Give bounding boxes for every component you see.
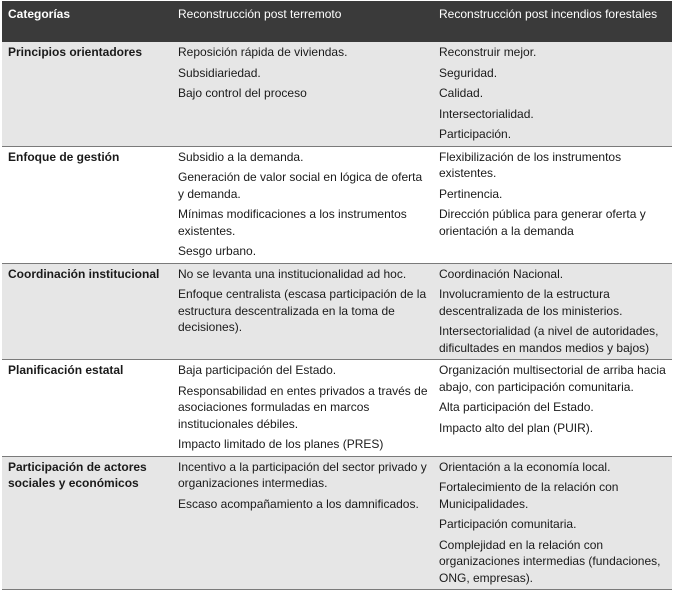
- row-category: Planificación estatal: [2, 360, 172, 457]
- header-categorias: Categorías: [2, 1, 172, 42]
- row-category: Principios orientadores: [2, 42, 172, 146]
- list-item: Subsidio a la demanda.: [178, 149, 304, 164]
- comparison-table: [2, 1, 672, 590]
- table-row: [2, 146, 672, 263]
- table-body: [2, 42, 672, 590]
- incendios-cell: [433, 456, 672, 590]
- list-item: Calidad.: [439, 86, 484, 100]
- incendios-cell: [433, 42, 672, 146]
- list-item: Bajo control del proceso: [178, 86, 307, 100]
- terremoto-cell: [172, 146, 433, 263]
- list-item: Organización multisectorial de arriba hacia abajo, con participación comunitaria.: [439, 363, 666, 394]
- table-row: [2, 42, 672, 146]
- header-terremoto: Reconstrucción post terremoto: [172, 1, 433, 42]
- list-item: Orientación a la economía local.: [439, 459, 611, 474]
- list-item: Responsabilidad en entes privados a través de asociaciones formuladas en marcos institucionales débiles.: [178, 383, 428, 431]
- list-item: Enfoque centralista (escasa participación de la estructura descentralizada en la toma de decisiones).: [178, 287, 427, 334]
- incendios-cell: [433, 360, 672, 457]
- row-category: Participación de actores sociales y económicos: [2, 456, 172, 590]
- header-incendios: Reconstrucción post incendios forestales: [433, 1, 672, 42]
- list-item: Participación comunitaria.: [439, 517, 577, 531]
- list-item: Participación.: [439, 127, 512, 141]
- list-item: Baja participación del Estado.: [178, 363, 337, 377]
- list-item: Subsidiariedad.: [178, 65, 261, 80]
- terremoto-cell: [172, 42, 433, 146]
- incendios-cell: [433, 146, 672, 263]
- table-row: [2, 263, 672, 360]
- terremoto-cell: [172, 263, 433, 360]
- table-row: [2, 456, 672, 590]
- table-row: [2, 360, 672, 457]
- list-item: No se levanta una institucionalidad ad hoc.: [178, 266, 407, 281]
- list-item: Mínimas modificaciones a los instrumentos existentes.: [178, 207, 407, 238]
- list-item: Generación de valor social en lógica de oferta y demanda.: [178, 170, 423, 201]
- list-item: Flexibilización de los instrumentos existentes.: [439, 149, 622, 180]
- list-item: Coordinación Nacional.: [439, 266, 564, 281]
- list-item: Sesgo urbano.: [178, 244, 257, 258]
- table-header: [2, 1, 672, 42]
- list-item: Pertinencia.: [439, 186, 503, 201]
- incendios-cell: [433, 263, 672, 360]
- list-item: Intersectorialidad (a nivel de autoridades, dificultades en mandos medios y bajos): [439, 324, 659, 355]
- row-category: Coordinación institucional: [2, 263, 172, 360]
- list-item: Impacto alto del plan (PUIR).: [439, 420, 594, 435]
- list-item: Seguridad.: [439, 65, 498, 80]
- list-item: Reconstruir mejor.: [439, 45, 537, 59]
- list-item: Involucramiento de la estructura descentralizada de los ministerios.: [439, 287, 623, 318]
- list-item: Escaso acompañamiento a los damnificados.: [178, 496, 419, 511]
- row-category: Enfoque de gestión: [2, 146, 172, 263]
- list-item: Intersectorialidad.: [439, 106, 534, 121]
- terremoto-cell: [172, 456, 433, 590]
- list-item: Impacto limitado de los planes (PRES): [178, 437, 384, 451]
- list-item: Complejidad en la relación con organizaciones intermedias (fundaciones, ONG, empresas).: [439, 537, 661, 585]
- terremoto-cell: [172, 360, 433, 457]
- list-item: Reposición rápida de viviendas.: [178, 45, 348, 59]
- list-item: Dirección pública para generar oferta y orientación a la demanda: [439, 207, 646, 238]
- list-item: Fortalecimiento de la relación con Municipalidades.: [439, 480, 619, 511]
- list-item: Alta participación del Estado.: [439, 400, 594, 414]
- list-item: Incentivo a la participación del sector privado y organizaciones intermedias.: [178, 459, 427, 490]
